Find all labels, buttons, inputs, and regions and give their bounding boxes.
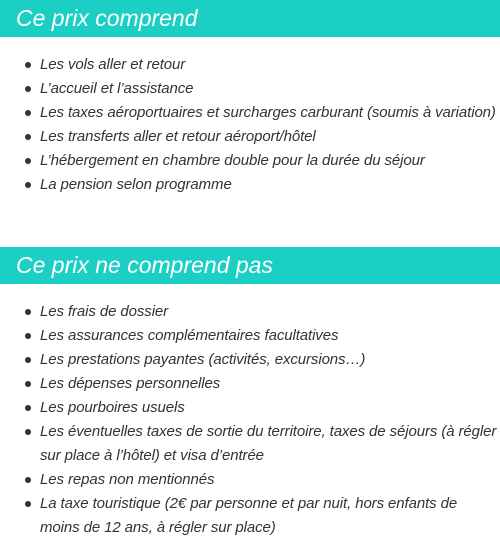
- list-item: [0, 492, 500, 540]
- list-item-text: La taxe touristique (2€ par personne et par nuit, hors enfants de moins de 12 ans, à régler sur place): [40, 495, 458, 536]
- bullet-icon: [25, 134, 31, 140]
- list-item: [0, 324, 500, 348]
- bullet-icon: [25, 333, 31, 339]
- list-item-text: Les transferts aller et retour aéroport/hôtel: [40, 128, 316, 145]
- bullet-icon: [25, 182, 31, 188]
- list-item: [0, 300, 500, 324]
- list-item: [0, 125, 500, 149]
- section-title-includes: Ce prix comprend: [0, 0, 500, 37]
- bullet-icon: [25, 429, 31, 435]
- bullet-icon: [25, 86, 31, 92]
- section-title-excludes: Ce prix ne comprend pas: [0, 247, 500, 284]
- list-item: [0, 77, 500, 101]
- included-items-list: [0, 53, 500, 197]
- bullet-icon: [25, 357, 31, 363]
- bullet-icon: [25, 501, 31, 507]
- list-item-text: Les taxes aéroportuaires et surcharges carburant (soumis à variation): [40, 104, 496, 121]
- list-item-text: Les repas non mentionnés: [40, 471, 215, 488]
- list-item-text: Les éventuelles taxes de sortie du territoire, taxes de séjours (à régler sur place à l’hôtel) et visa d’entrée: [40, 423, 497, 464]
- bullet-icon: [25, 381, 31, 387]
- list-item: [0, 149, 500, 173]
- list-item: [0, 468, 500, 492]
- list-item-text: Les dépenses personnelles: [40, 375, 221, 392]
- list-item-text: L’hébergement en chambre double pour la durée du séjour: [40, 152, 425, 169]
- bullet-icon: [25, 158, 31, 164]
- list-item: [0, 173, 500, 197]
- bullet-icon: [25, 477, 31, 483]
- bullet-icon: [25, 62, 31, 68]
- list-item-text: Les prestations payantes (activités, excursions…): [40, 351, 366, 368]
- list-item-text: Les frais de dossier: [40, 303, 169, 320]
- list-item-text: Les pourboires usuels: [40, 399, 185, 416]
- list-item: [0, 396, 500, 420]
- bullet-icon: [25, 405, 31, 411]
- list-item-text: Les vols aller et retour: [40, 56, 186, 73]
- list-item: [0, 372, 500, 396]
- list-item: [0, 348, 500, 372]
- list-item: [0, 420, 500, 468]
- excluded-items-list: [0, 300, 500, 540]
- list-item: [0, 53, 500, 77]
- list-item-text: L’accueil et l’assistance: [40, 80, 194, 97]
- bullet-icon: [25, 309, 31, 315]
- list-item-text: Les assurances complémentaires facultatives: [40, 327, 339, 344]
- list-item: [0, 101, 500, 125]
- list-item-text: La pension selon programme: [40, 176, 232, 193]
- bullet-icon: [25, 110, 31, 116]
